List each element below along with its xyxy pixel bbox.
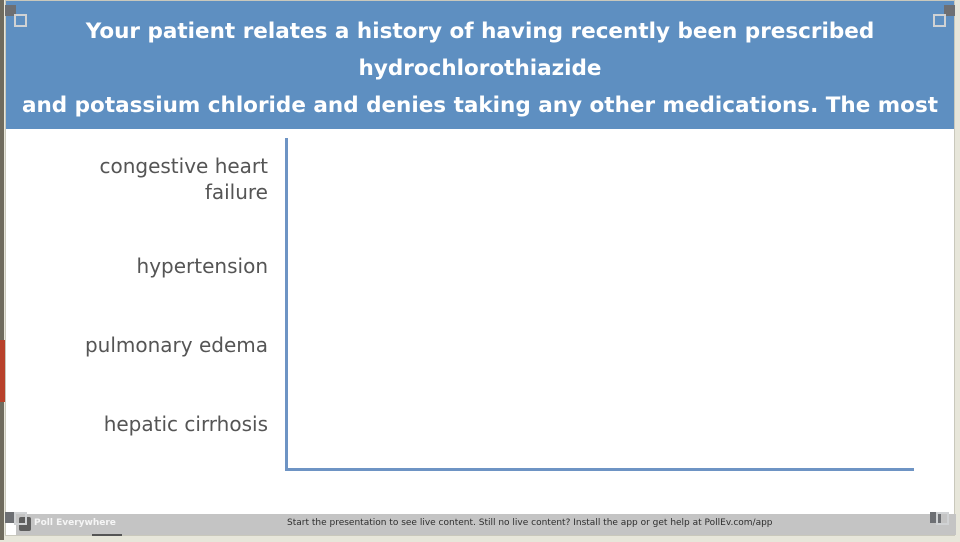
option-label-2: hypertension [136, 254, 268, 278]
chart-x-axis [285, 468, 914, 471]
option-label-3: pulmonary edema [84, 333, 268, 357]
option-label-1: congestive heart failure [99, 154, 268, 204]
option-label-4: hepatic cirrhosis [103, 412, 268, 436]
presenter-footer [16, 514, 956, 535]
corner-frame-bottom-right [936, 512, 949, 525]
poll-slide [5, 0, 955, 536]
corner-frame-top-left [14, 14, 27, 27]
corner-frame-bottom-left [14, 512, 27, 525]
left-edge-strip [0, 0, 4, 340]
chart-y-axis [285, 138, 288, 471]
brand-name: Poll Everywhere [34, 518, 116, 528]
left-edge-strip-lower [0, 402, 4, 540]
corner-frame-top-right [933, 14, 946, 27]
footer-message: Start the presentation to see live content. Still no live content? Install the app or get help at PollEv.com/app [287, 518, 773, 528]
question-text: Your patient relates a history of having recently been prescribed hydrochlorothiazide and potassium chloride and denies taking any other medications. The most likely medical diagosis is: [21, 19, 939, 192]
bottom-decoration [92, 534, 122, 542]
